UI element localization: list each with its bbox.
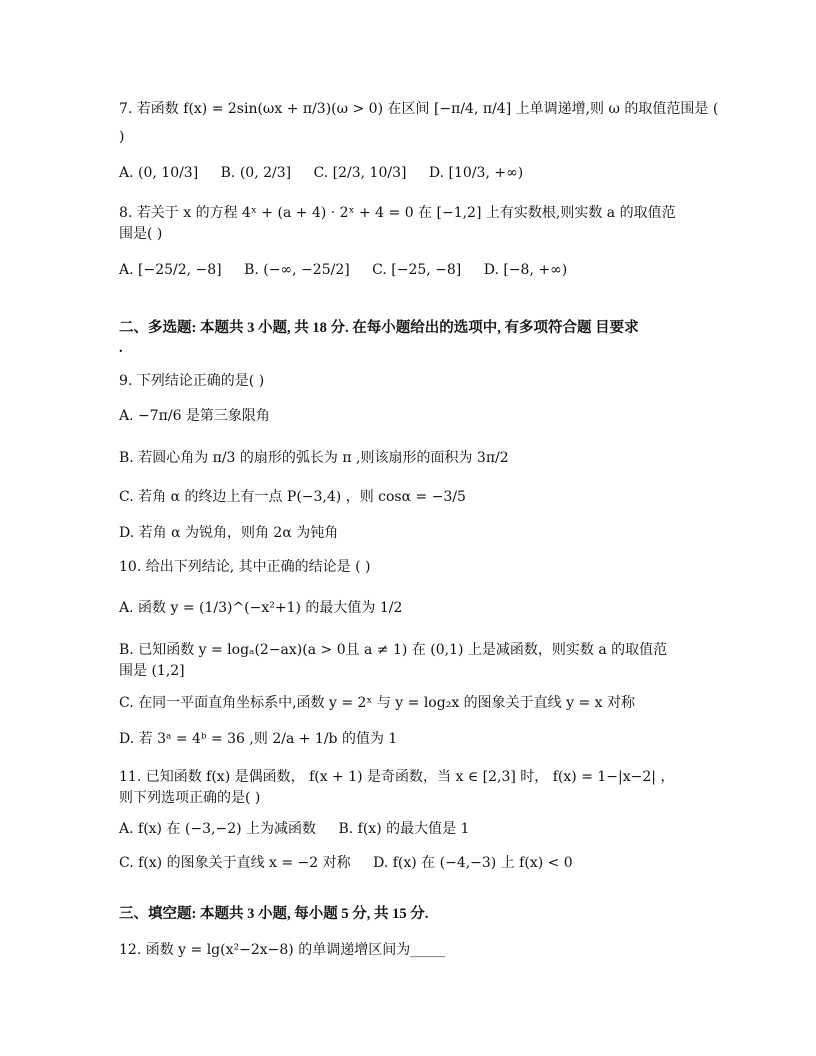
q8-option-b: B. (−∞, −25/2] xyxy=(244,262,350,278)
q11-stem-cont: 则下列选项正确的是( ) xyxy=(119,790,261,806)
q11-option-d: D. f(x) 在 (−4,−3) 上 f(x) < 0 xyxy=(373,855,573,871)
q11-option-a: A. f(x) 在 (−3,−2) 上为减函数 xyxy=(119,821,317,837)
q7-stem: 7. 若函数 f(x) = 2sin(ωx + π/3)(ω > 0) 在区间 [−π/4, π/4] 上单调递增,则 ω 的取值范围是 ( xyxy=(119,101,719,117)
q9-option-b: B. 若圆心角为 π/3 的扇形的弧长为 π ,则该扇形的面积为 3π/2 xyxy=(119,450,509,466)
q7-option-b: B. (0, 2/3] xyxy=(220,165,292,181)
q7-option-a: A. (0, 10/3] xyxy=(119,165,199,181)
q10-option-b-cont: 围是 (1,2] xyxy=(119,663,185,679)
q8-option-a: A. [−25/2, −8] xyxy=(119,262,222,278)
q9-option-c: C. 若角 α 的终边上有一点 P(−3,4) ，则 cosα = −3/5 xyxy=(119,489,466,505)
section2-title: 二、多选题: 本题共 3 小题, 共 18 分. 在每小题给出的选项中, 有多项符合题 目要求 xyxy=(119,320,639,336)
q10-option-d: D. 若 3ᵃ = 4ᵇ = 36 ,则 2/a + 1/b 的值为 1 xyxy=(119,731,398,747)
q7-option-c: C. [2/3, 10/3] xyxy=(313,165,407,181)
q8-stem-cont: 围是( ) xyxy=(119,226,163,242)
q8-options xyxy=(119,260,567,280)
q10-option-b: B. 已知函数 y = logₐ(2−ax)(a > 0且 a ≠ 1) 在 (0,1) 上是减函数，则实数 a 的取值范 xyxy=(119,642,668,658)
q10-option-c: C. 在同一平面直角坐标系中,函数 y = 2ˣ 与 y = log₂x 的图象关于直线 y = x 对称 xyxy=(119,695,635,711)
q11-option-b: B. f(x) 的最大值是 1 xyxy=(338,821,470,837)
section2-title-cont: . xyxy=(119,340,123,356)
section3-title: 三、填空题: 本题共 3 小题, 每小题 5 分, 共 15 分. xyxy=(119,906,429,922)
q7-option-d: D. [10/3, +∞) xyxy=(428,165,524,181)
q8-option-d: D. [−8, +∞) xyxy=(483,262,568,278)
q11-stem: 11. 已知函数 f(x) 是偶函数， f(x + 1) 是奇函数，当 x ∈ [2,3] 时， f(x) = 1−|x−2| ， xyxy=(119,769,675,785)
q9-option-d: D. 若角 α 为锐角，则角 2α 为钝角 xyxy=(119,525,339,541)
q8-option-c: C. [−25, −8] xyxy=(372,262,462,278)
q10-option-a: A. 函数 y = (1/3)^(−x²+1) 的最大值为 1/2 xyxy=(119,600,403,616)
q11-options-ab xyxy=(119,819,469,839)
q10-stem: 10. 给出下列结论, 其中正确的结论是 ( ) xyxy=(119,559,371,575)
q9-option-a: A. −7π/6 是第三象限角 xyxy=(119,408,270,424)
q9-stem: 9. 下列结论正确的是( ) xyxy=(119,373,265,389)
q12-stem: 12. 函数 y = lg(x²−2x−8) 的单调递增区间为_____ xyxy=(119,942,446,958)
q7-options xyxy=(119,163,523,183)
q8-stem: 8. 若关于 x 的方程 4ˣ + (a + 4) · 2ˣ + 4 = 0 在 [−1,2] 上有实数根,则实数 a 的取值范 xyxy=(119,205,676,221)
q7-stem-cont: ) xyxy=(119,129,125,145)
q11-option-c: C. f(x) 的图象关于直线 x = −2 对称 xyxy=(119,855,351,871)
q11-options-cd xyxy=(119,853,573,873)
